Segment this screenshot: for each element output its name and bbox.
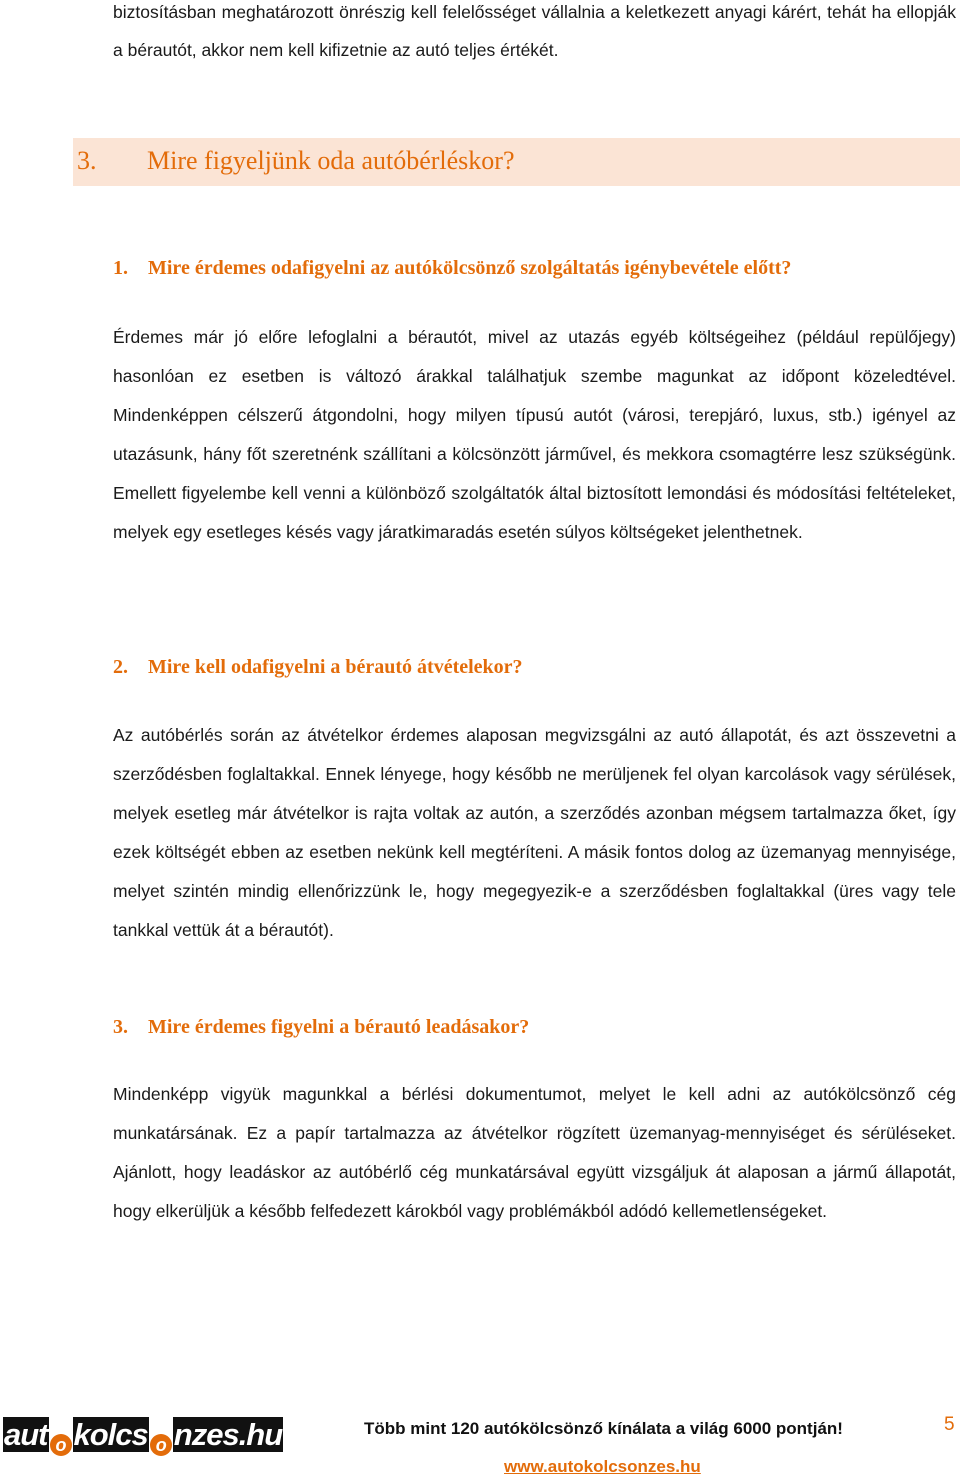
section-title: Mire figyeljünk oda autóbérléskor? <box>147 146 515 175</box>
page-number: 5 <box>944 1414 955 1435</box>
section-number: 3. <box>77 146 97 175</box>
subsection-number: 1. <box>113 257 128 279</box>
logo-part: kolcs <box>73 1417 148 1452</box>
logo-part: aut <box>4 1417 48 1452</box>
subsection-heading-1 <box>113 254 791 282</box>
subsection-paragraph-3: Mindenképp vigyük magunkkal a bérlési dokumentumot, melyet le kell adni az autókölcsönző cég munkatársának. Ez a papír tartalmazza az átvételkor rögzített üzemanyag-mennyiséget és sérüléseket. Ajánlott, hogy leadáskor az autóbérlő cég munkatársával együtt vizsgáljuk át alaposan a jármű állapotát, hogy elkerüljük a később felfedezett károkból vagy problémákból adódó kellemetlenségeket. <box>113 1084 956 1221</box>
logo-part: nzes.hu <box>173 1417 283 1452</box>
logo-o-mark: o <box>50 1434 72 1456</box>
logo-o-mark: o <box>150 1434 172 1456</box>
autokolcsonzes-logo <box>3 1415 283 1455</box>
subsection-title: Mire kell odafigyelni a bérautó átvételekor? <box>148 656 523 678</box>
subsection-heading-2 <box>113 653 523 681</box>
subsection-paragraph-1: Érdemes már jó előre lefoglalni a bérautót, mivel az utazás egyéb költségeihez (például repülőjegy) hasonlóan ez esetben is változó árakkal találhatjuk szembe magunkat az időpont közeledtével. Mindenképpen célszerű átgondolni, hogy milyen típusú autót (városi, terepjáró, luxus, stb.) igényel az utazásunk, hány főt szeretnénk szállítani a kölcsönzött járművel, és mekkora csomagtérre lesz szükségünk. Emellett figyelembe kell venni a különböző szolgáltatók által biztosított lemondási és módosítási feltételeket, melyek egy esetleges késés vagy járatkimaradás esetén súlyos költségeket jelenthetnek. <box>113 327 956 542</box>
subsection-number: 2. <box>113 656 128 678</box>
footer-website-link[interactable]: www.autokolcsonzes.hu <box>504 1457 701 1476</box>
section-heading <box>77 141 515 181</box>
subsection-number: 3. <box>113 1016 128 1038</box>
intro-paragraph: biztosításban meghatározott önrészig kell felelősséget vállalnia a keletkezett anyagi kárért, tehát ha ellopják a bérautót, akkor nem kell kifizetnie az autó teljes értékét. <box>113 2 956 60</box>
subsection-heading-3 <box>113 1013 529 1041</box>
subsection-title: Mire érdemes figyelni a bérautó leadásakor? <box>148 1016 530 1038</box>
subsection-title: Mire érdemes odafigyelni az autókölcsönző szolgáltatás igénybevétele előtt? <box>148 257 792 279</box>
subsection-paragraph-2: Az autóbérlés során az átvételkor érdemes alaposan megvizsgálni az autó állapotát, és azt összevetni a szerződésben foglaltakkal. Ennek lényege, hogy később ne merüljenek fel olyan karcolások vagy sérülések, melyek esetleg már átvételkor is rajta voltak az autón, a szerződés azonban mégsem tartalmazza őket, így ezek költségét ebben az esetben nekünk kell megtéríteni. A másik fontos dolog az üzemanyag mennyisége, melyet szintén mindig ellenőrizzünk le, hogy megegyezik-e a szerződésben foglaltakkal (üres vagy tele tankkal vettük át a bérautót). <box>113 725 956 940</box>
footer-tagline: Több mint 120 autókölcsönző kínálata a világ 6000 pontján! <box>364 1419 843 1438</box>
